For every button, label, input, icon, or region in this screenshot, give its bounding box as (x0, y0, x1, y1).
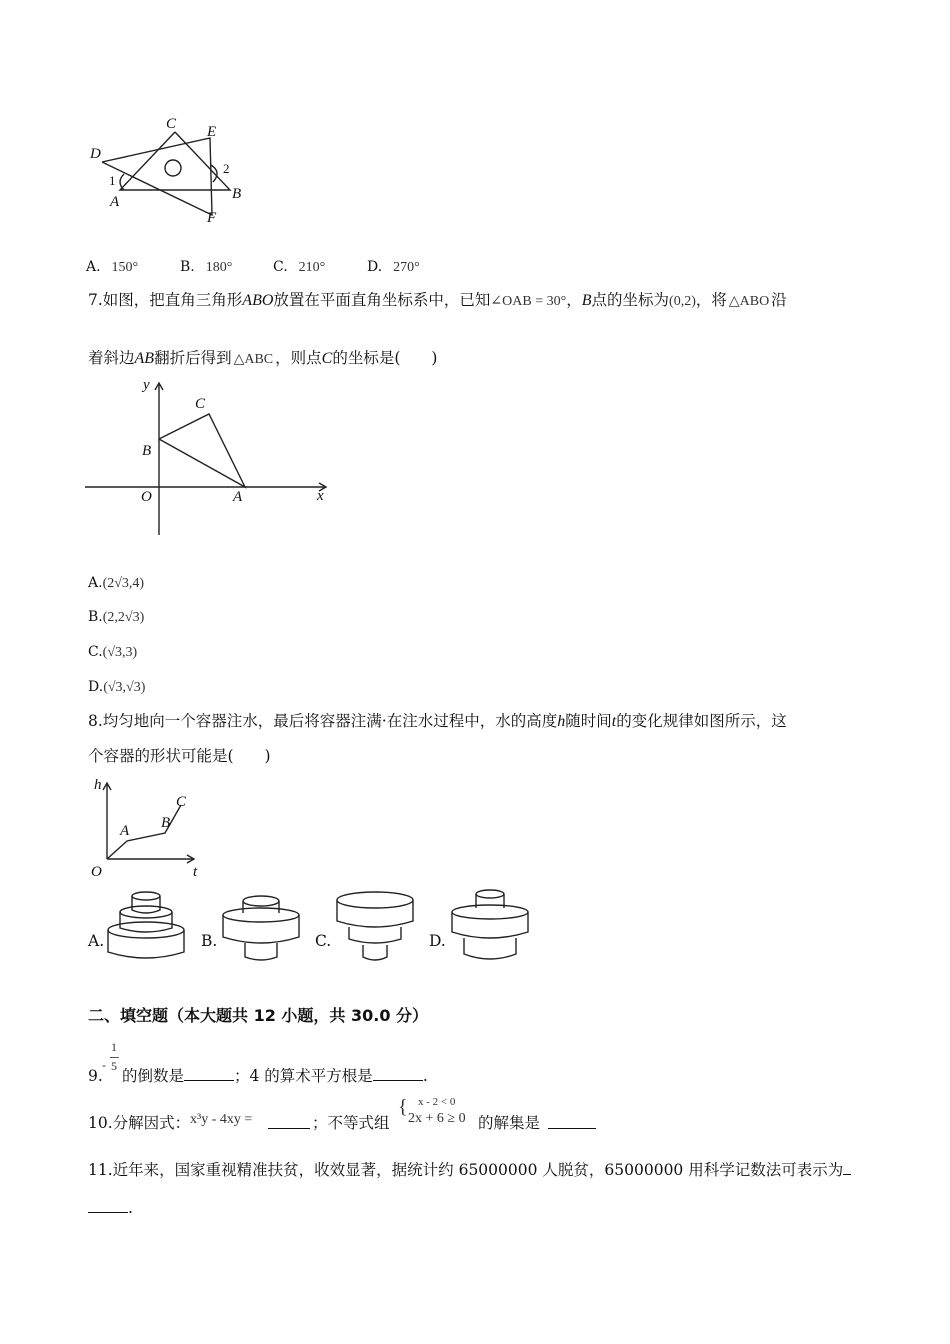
q8-option-d-letter: D. (429, 932, 446, 950)
angle-1-arc (120, 174, 124, 190)
label-x: x (317, 488, 324, 504)
q6-option-a-letter: A. (86, 259, 101, 275)
q8-container-d (449, 888, 531, 966)
label-a: A (233, 489, 243, 505)
q10 (88, 1096, 708, 1140)
label-o: O (141, 489, 152, 505)
q7-option-a-letter: A. (88, 575, 103, 591)
q8-var: h (557, 713, 566, 730)
q7-option-c-value: (√3,3) (102, 645, 138, 660)
q8-text: 随时间 (565, 712, 612, 730)
q9-number: 9. (88, 1067, 103, 1085)
q7-text: ， (566, 291, 582, 309)
q7-coord-math: (0,2) (669, 294, 696, 309)
q10-expr: x³y - 4xy = (190, 1112, 253, 1127)
q7-option-c-letter: C. (88, 644, 103, 660)
q8-line-1 (88, 711, 787, 732)
q7-option-b-value: (2,2√3) (102, 610, 145, 625)
q11-text: 11.近年来，国家重视精准扶贫，收效显著，据统计约 65000000 人脱贫，65000000 用科学记数法可表示为 (88, 1161, 844, 1179)
water-curve (107, 805, 181, 859)
q10-number: 10.分解因式： (88, 1114, 191, 1132)
q8-option-c-letter: C. (315, 932, 332, 950)
q7-text: 着斜边 (88, 349, 135, 367)
section-2-title: 二、填空题（本大题共 12 小题，共 30.0 分） (88, 1006, 429, 1025)
label-c: C (166, 116, 177, 132)
q7-angle-math: ∠OAB = 30° (490, 294, 567, 309)
q10-brace: { (398, 1096, 408, 1118)
q6-option-b-value: 180° (205, 260, 233, 275)
q6-option-d (367, 256, 420, 278)
q8-line-2 (88, 746, 271, 766)
label-b: B (142, 443, 152, 459)
label-a: A (110, 194, 120, 210)
q8-text: 个容器的形状可能是( ) (88, 747, 271, 765)
q9-blank-2[interactable] (373, 1066, 423, 1081)
q7-option-a-value: (2√3,4) (102, 576, 145, 591)
q7-var: C (321, 350, 333, 367)
q8-container-a (106, 890, 188, 966)
label-e: E (207, 124, 217, 140)
q7-var: ABO (242, 292, 274, 309)
label-f: F (207, 210, 217, 226)
label-c: C (195, 396, 206, 412)
q6-option-a-value: 150° (111, 260, 139, 275)
q7-text: 放置在平面直角坐标系中，已知 (273, 291, 491, 309)
q9-text: 的倒数是 (122, 1067, 185, 1085)
center-circle (165, 160, 181, 176)
q7-text: ，则点 (275, 349, 322, 367)
q11-line-1 (88, 1160, 851, 1180)
q9-frac-bar (110, 1057, 119, 1058)
q6-option-b-letter: B. (180, 259, 195, 275)
q7-line-2 (88, 348, 437, 370)
q10-text-b: 的解集是 (478, 1114, 541, 1132)
q8-option-a-letter: A. (88, 932, 105, 950)
q7-option-d-letter: D. (88, 679, 104, 695)
q8-text: 8.均匀地向一个容器注水，最后将容器注满·在注水过程中，水的高度 (88, 712, 558, 730)
label-2: 2 (223, 161, 230, 176)
q10-sys-1: x - 2 < 0 (418, 1096, 456, 1108)
q9-frac-num: 1 (111, 1040, 117, 1054)
label-b: B (161, 815, 171, 831)
q9-text: ；4 的算术平方根是 (234, 1067, 373, 1085)
q7-text: 点的坐标为 (591, 291, 670, 309)
q8-container-c (334, 891, 416, 965)
q6-options (86, 256, 138, 278)
q7-option-c (88, 641, 137, 663)
q11-text: . (128, 1199, 133, 1217)
q6-option-c-value: 210° (298, 260, 326, 275)
q6-option-b (180, 256, 232, 278)
q6-option-d-letter: D. (367, 259, 383, 275)
q7-var: B (581, 292, 592, 309)
q11-line-2 (88, 1198, 133, 1218)
q7-triangle-math: △ABC (233, 352, 274, 367)
q6-option-c-letter: C. (273, 259, 288, 275)
q9-frac-sign: - (102, 1058, 106, 1072)
label-t: t (193, 864, 198, 880)
label-b: B (232, 186, 242, 202)
q7-text: 翻折后得到 (154, 349, 232, 367)
q6-option-c (273, 256, 325, 278)
q7-line-1 (88, 290, 787, 312)
q7-var: AB (134, 350, 155, 367)
q7-option-d-value: (√3,√3) (103, 680, 146, 695)
q7-figure (85, 375, 335, 540)
q7-option-b-letter: B. (88, 609, 103, 625)
label-y: y (143, 377, 150, 393)
label-a: A (120, 823, 130, 839)
q9-blank-1[interactable] (184, 1066, 234, 1081)
label-d: D (90, 146, 101, 162)
q10-blank-1[interactable] (268, 1114, 310, 1129)
q11-blank-start[interactable] (843, 1160, 851, 1175)
q7-text: 的坐标是( ) (332, 349, 438, 367)
q9 (88, 1040, 688, 1086)
q7-text: 7.如图，把直角三角形 (88, 291, 243, 309)
q7-option-d (88, 676, 145, 698)
q10-text-a: ；不等式组 (312, 1114, 390, 1132)
q7-option-a (88, 572, 144, 594)
q10-sys-2: 2x + 6 ≥ 0 (408, 1111, 466, 1126)
q9-text: . (422, 1067, 428, 1085)
triangle-abc (159, 414, 245, 487)
q6-figure (80, 110, 260, 230)
q10-blank-2[interactable] (548, 1114, 596, 1129)
q7-text: ，将 (695, 291, 727, 309)
q8-container-b (220, 893, 302, 965)
q7-triangle-math: △ABO (728, 294, 770, 309)
q8-var: t (611, 713, 617, 730)
label-o: O (91, 864, 102, 880)
q8-option-b-letter: B. (201, 932, 218, 950)
q9-body (122, 1066, 428, 1086)
q7-text: 沿 (771, 291, 787, 309)
label-h: h (94, 777, 102, 793)
q8-figure (85, 775, 215, 880)
q7-option-b (88, 606, 144, 628)
label-1: 1 (109, 173, 116, 188)
q11-blank-end[interactable] (88, 1198, 128, 1213)
q9-frac-den: 5 (111, 1059, 117, 1073)
q8-text: 的变化规律如图所示，这 (616, 712, 787, 730)
label-c: C (176, 794, 187, 810)
q6-option-d-value: 270° (393, 260, 420, 275)
